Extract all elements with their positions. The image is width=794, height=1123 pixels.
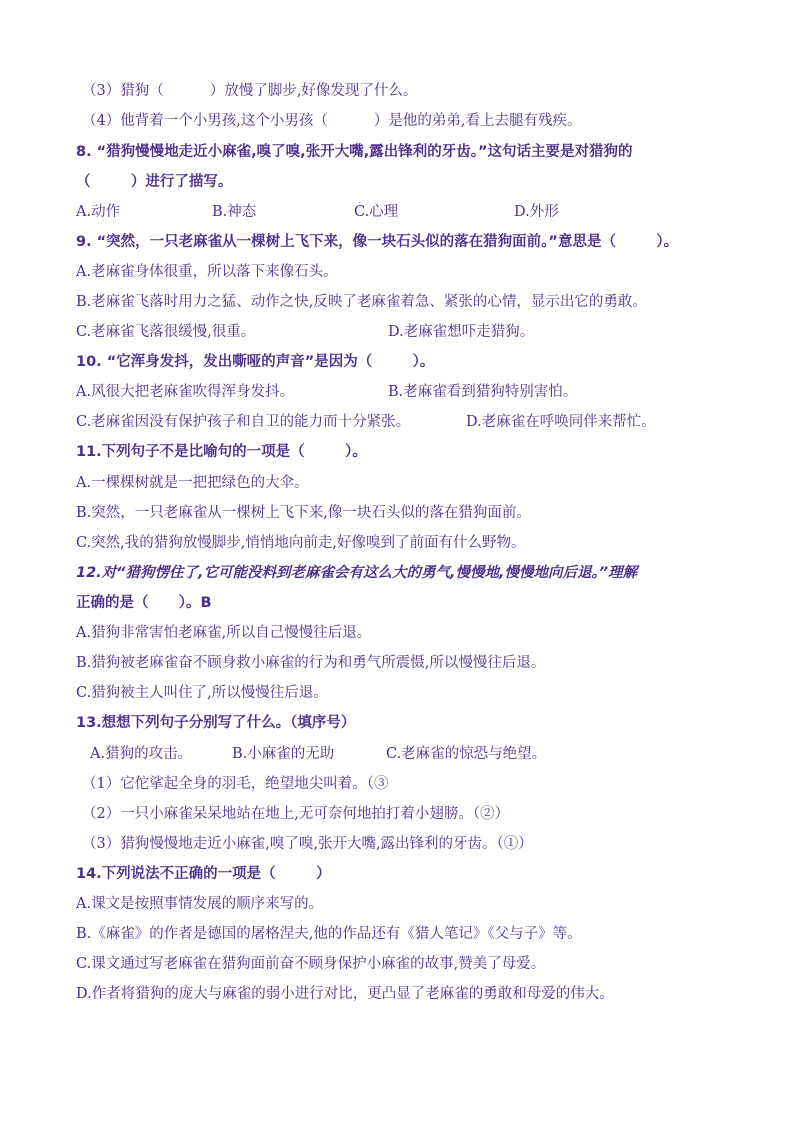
option-10b: B.老麻雀看到猎狗特别害怕。 xyxy=(388,384,578,400)
option-14c: C.课文通过写老麻雀在猎狗面前奋不顾身保护小麻雀的故事,赞美了母爱。 xyxy=(76,956,546,972)
question-12: 12.对“猎狗愣住了,它可能没料到老麻雀会有这么大的勇气,慢慢地,慢慢地向后退。”理解 xyxy=(76,565,638,581)
option-9b: B.老麻雀飞落时用力之猛、动作之快,反映了老麻雀着急、紧张的心情，显示出它的勇敢。 xyxy=(76,294,647,310)
question-11: 11.下列句子不是比喻句的一项是（ ）。 xyxy=(76,444,367,460)
question-13: 13.想想下列句子分别写了什么。（填序号） xyxy=(76,715,356,731)
option-12a: A.猎狗非常害怕老麻雀,所以自己慢慢往后退。 xyxy=(76,625,372,641)
question-10: 10. “它浑身发抖，发出嘶哑的声音”是因为（ ）。 xyxy=(76,354,435,370)
option-8b: B.神态 xyxy=(212,204,257,220)
option-10c: C.老麻雀因没有保护孩子和自卫的能力而十分紧张。 xyxy=(76,414,411,430)
option-11b: B.突然，一只老麻雀从一棵树上飞下来,像一块石头似的落在猎狗面前。 xyxy=(76,505,531,521)
option-12c: C.猎狗被主人叫住了,所以慢慢往后退。 xyxy=(76,685,328,701)
item-13-3: （3）猎狗慢慢地走近小麻雀,嗅了嗅,张开大嘴,露出锋利的牙齿。（①） xyxy=(82,836,533,852)
option-14a: A.课文是按照事情发展的顺序来写的。 xyxy=(76,896,324,912)
option-14d: D.作者将猎狗的庞大与麻雀的弱小进行对比，更凸显了老麻雀的勇敢和母爱的伟大。 xyxy=(76,986,614,1002)
option-8c: C.心理 xyxy=(354,204,399,220)
question-8: 8. “猎狗慢慢地走近小麻雀,嗅了嗅,张开大嘴,露出锋利的牙齿。”这句话主要是对猎狗的 xyxy=(76,144,633,160)
question-8-cont: （ ）进行了描写。 xyxy=(76,174,233,190)
option-11c: C.突然,我的猎狗放慢脚步,悄悄地向前走,好像嗅到了前面有什么野物。 xyxy=(76,535,526,551)
option-13a: A.猎狗的攻击。 xyxy=(90,746,193,762)
option-13c: C.老麻雀的惊恐与绝望。 xyxy=(386,746,547,762)
option-9c: C.老麻雀飞落很缓慢,很重。 xyxy=(76,324,256,340)
option-10a: A.风很大把老麻雀吹得浑身发抖。 xyxy=(76,384,295,400)
option-9a: A.老麻雀身体很重，所以落下来像石头。 xyxy=(76,264,338,280)
sentence-4: （4）他背着一个小男孩,这个小男孩（ ）是他的弟弟,看上去腿有残疾。 xyxy=(82,113,582,129)
question-12-cont: 正确的是（ ）。B xyxy=(76,595,212,611)
question-9: 9. “突然，一只老麻雀从一棵树上飞下来，像一块石头似的落在猎狗面前。”意思是（ ）。 xyxy=(76,234,679,250)
option-14b: B.《麻雀》的作者是德国的屠格涅夫,他的作品还有《猎人笔记》《父与子》等。 xyxy=(76,926,582,942)
option-8d: D.外形 xyxy=(514,204,559,220)
option-10d: D.老麻雀在呼唤同伴来帮忙。 xyxy=(466,414,656,430)
option-8a: A.动作 xyxy=(76,204,121,220)
option-13b: B.小麻雀的无助 xyxy=(232,746,335,762)
item-13-2: （2）一只小麻雀呆呆地站在地上,无可奈何地拍打着小翅膀。（②） xyxy=(82,806,510,822)
item-13-1: （1）它佗挲起全身的羽毛，绝望地尖叫着。（③ xyxy=(82,776,389,792)
question-14: 14.下列说法不正确的一项是（ ） xyxy=(76,866,331,882)
sentence-3: （3）猎狗（ ）放慢了脚步,好像发现了什么。 xyxy=(82,83,418,99)
option-11a: A.一棵棵树就是一把把绿色的大伞。 xyxy=(76,475,309,491)
option-12b: B.猎狗被老麻雀奋不顾身救小麻雀的行为和勇气所震慑,所以慢慢往后退。 xyxy=(76,655,546,671)
option-9d: D.老麻雀想吓走猎狗。 xyxy=(388,324,535,340)
